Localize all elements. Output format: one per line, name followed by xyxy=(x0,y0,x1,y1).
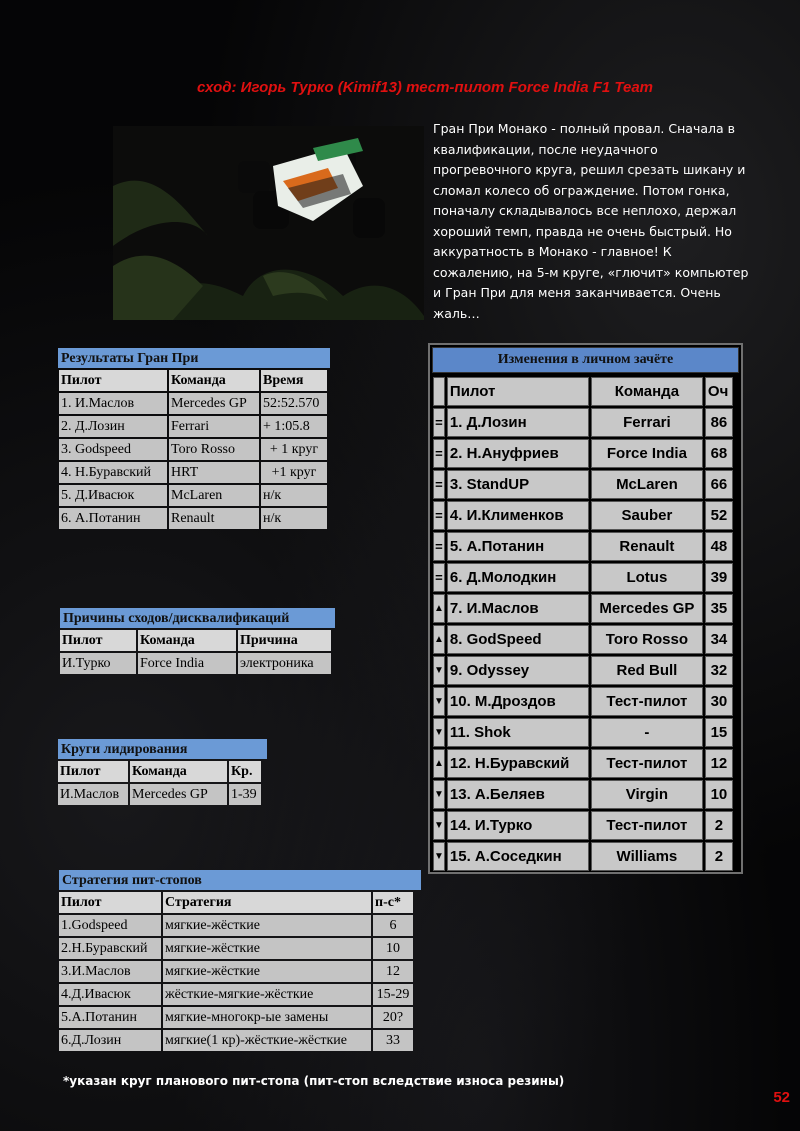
cell-driver: 14. И.Турко xyxy=(447,811,589,840)
position-down-icon: ▼ xyxy=(433,687,445,716)
position-up-icon: ▲ xyxy=(433,749,445,778)
table-cell: HRT xyxy=(169,462,259,483)
table-cell: 1. И.Маслов xyxy=(59,393,167,414)
race-report-text: Гран При Монако - полный провал. Сначала в квалификации, после неудачного прогревочного круга, решил срезать шикану и сломал колесо об ограждение. Потом гонка, поначалу складывалось все неплохо, держал хороший темп, правда не очень быстрый. Но аккуратность в Монако - главное! К сожалению, на 5-м круге, «глючит» компьютер и Гран При для меня заканчивается. Очень жаль… xyxy=(433,121,749,321)
table-cell: Mercedes GP xyxy=(169,393,259,414)
retirements-table xyxy=(58,628,333,676)
cell-driver: 15. А.Соседкин xyxy=(447,842,589,871)
table-cell: + 1 круг xyxy=(261,439,327,460)
cell-pts: 32 xyxy=(705,656,733,685)
position-unchanged-icon: = xyxy=(433,470,445,499)
retirements-header: Причины сходов/дисквалификаций xyxy=(60,608,335,628)
position-up-icon: ▲ xyxy=(433,594,445,623)
table-row xyxy=(433,501,733,530)
cell-pts: 2 xyxy=(705,811,733,840)
cell-driver: 2. Н.Ануфриев xyxy=(447,439,589,468)
cell-driver: 9. Odyssey xyxy=(447,656,589,685)
column-header: Кр. xyxy=(229,761,261,782)
cell-pts: 12 xyxy=(705,749,733,778)
cell-pts: 34 xyxy=(705,625,733,654)
column-header: Команда xyxy=(130,761,227,782)
table-row xyxy=(59,485,327,506)
page-title: сход: Игорь Турко (Kimif13) тест-пилот Force India F1 Team xyxy=(196,79,654,96)
table-row xyxy=(433,625,733,654)
cell-team: Тест-пилот xyxy=(591,811,703,840)
column-header: Пилот xyxy=(58,761,128,782)
table-row xyxy=(433,842,733,871)
table-cell: 52:52.570 xyxy=(261,393,327,414)
position-unchanged-icon: = xyxy=(433,439,445,468)
table-cell: McLaren xyxy=(169,485,259,506)
table-cell: 6 xyxy=(373,915,413,936)
table-cell: мягкие-жёсткие xyxy=(163,938,371,959)
table-row xyxy=(433,563,733,592)
table-cell: 15-29 xyxy=(373,984,413,1005)
column-header: Пилот xyxy=(60,630,136,651)
results-section xyxy=(58,348,330,531)
table-cell: 20? xyxy=(373,1007,413,1028)
table-cell: +1 круг xyxy=(261,462,327,483)
position-down-icon: ▼ xyxy=(433,811,445,840)
table-row xyxy=(59,1030,413,1051)
cell-pts: 52 xyxy=(705,501,733,530)
table-row xyxy=(433,749,733,778)
cell-driver: 12. Н.Буравский xyxy=(447,749,589,778)
cell-pts: 48 xyxy=(705,532,733,561)
table-cell: 10 xyxy=(373,938,413,959)
cell-pts: 86 xyxy=(705,408,733,437)
results-header: Результаты Гран При xyxy=(58,348,330,368)
table-row xyxy=(59,508,327,529)
position-unchanged-icon: = xyxy=(433,501,445,530)
table-row xyxy=(58,784,261,805)
cell-team: Red Bull xyxy=(591,656,703,685)
table-row xyxy=(59,439,327,460)
cell-team: Force India xyxy=(591,439,703,468)
cell-driver: 3. StandUP xyxy=(447,470,589,499)
col-team: Команда xyxy=(169,370,259,391)
cell-team: Virgin xyxy=(591,780,703,809)
table-cell: Toro Rosso xyxy=(169,439,259,460)
col-driver: Пилот xyxy=(447,377,589,406)
table-row xyxy=(433,470,733,499)
cell-pts: 15 xyxy=(705,718,733,747)
retirements-section xyxy=(60,608,335,676)
table-row xyxy=(59,416,327,437)
table-cell: 1-39 xyxy=(229,784,261,805)
cell-pts: 68 xyxy=(705,439,733,468)
cell-team: Тест-пилот xyxy=(591,749,703,778)
column-header: п-с* xyxy=(373,892,413,913)
cell-team: McLaren xyxy=(591,470,703,499)
cell-team: Renault xyxy=(591,532,703,561)
table-cell: мягкие-многокр-ые замены xyxy=(163,1007,371,1028)
table-cell: 3. Godspeed xyxy=(59,439,167,460)
table-row xyxy=(59,938,413,959)
laps-led-header: Круги лидирования xyxy=(58,739,267,759)
table-cell: н/к xyxy=(261,508,327,529)
table-row xyxy=(59,462,327,483)
pitstops-table xyxy=(57,890,415,1053)
table-cell: 4.Д.Ивасюк xyxy=(59,984,161,1005)
cell-pts: 2 xyxy=(705,842,733,871)
footnote: *указан круг планового пит-стопа (пит-стоп вследствие износа резины) xyxy=(63,1074,565,1088)
table-cell: мягкие-жёсткие xyxy=(163,961,371,982)
pitstops-header: Стратегия пит-стопов xyxy=(59,870,421,890)
table-cell: 33 xyxy=(373,1030,413,1051)
cell-team: Williams xyxy=(591,842,703,871)
cell-team: Sauber xyxy=(591,501,703,530)
page-number: 52 xyxy=(773,1089,790,1106)
col-driver: Пилот xyxy=(59,370,167,391)
cell-team: Lotus xyxy=(591,563,703,592)
table-row xyxy=(60,653,331,674)
cell-team: Тест-пилот xyxy=(591,687,703,716)
table-cell: 2. Д.Лозин xyxy=(59,416,167,437)
column-header xyxy=(433,377,445,406)
table-cell: 2.Н.Буравский xyxy=(59,938,161,959)
cell-team: Mercedes GP xyxy=(591,594,703,623)
table-row xyxy=(433,532,733,561)
laps-led-table xyxy=(56,759,263,807)
table-row xyxy=(433,594,733,623)
table-cell: н/к xyxy=(261,485,327,506)
table-cell: 4. Н.Буравский xyxy=(59,462,167,483)
championship-table xyxy=(431,375,735,873)
table-cell: 12 xyxy=(373,961,413,982)
position-down-icon: ▼ xyxy=(433,718,445,747)
race-photo xyxy=(113,126,424,320)
cell-driver: 10. М.Дроздов xyxy=(447,687,589,716)
cell-driver: 1. Д.Лозин xyxy=(447,408,589,437)
cell-pts: 35 xyxy=(705,594,733,623)
column-header: Команда xyxy=(138,630,236,651)
table-row xyxy=(433,718,733,747)
cell-driver: 5. А.Потанин xyxy=(447,532,589,561)
pitstops-section xyxy=(59,870,421,1053)
cell-team: Ferrari xyxy=(591,408,703,437)
column-header: Причина xyxy=(238,630,331,651)
cell-pts: 30 xyxy=(705,687,733,716)
table-row xyxy=(433,780,733,809)
position-down-icon: ▼ xyxy=(433,780,445,809)
f1-car-image xyxy=(113,126,424,320)
cell-driver: 4. И.Клименков xyxy=(447,501,589,530)
table-cell: Renault xyxy=(169,508,259,529)
col-points: Оч xyxy=(705,377,733,406)
table-cell: 5.А.Потанин xyxy=(59,1007,161,1028)
table-cell: 5. Д.Ивасюк xyxy=(59,485,167,506)
table-cell: Force India xyxy=(138,653,236,674)
table-cell: 3.И.Маслов xyxy=(59,961,161,982)
position-unchanged-icon: = xyxy=(433,408,445,437)
position-unchanged-icon: = xyxy=(433,563,445,592)
table-row xyxy=(433,811,733,840)
table-row xyxy=(433,408,733,437)
cell-driver: 13. А.Беляев xyxy=(447,780,589,809)
position-up-icon: ▲ xyxy=(433,625,445,654)
table-row xyxy=(59,1007,413,1028)
cell-driver: 6. Д.Молодкин xyxy=(447,563,589,592)
col-time: Время xyxy=(261,370,327,391)
table-cell: мягкие-жёсткие xyxy=(163,915,371,936)
cell-pts: 39 xyxy=(705,563,733,592)
cell-pts: 10 xyxy=(705,780,733,809)
column-header: Стратегия xyxy=(163,892,371,913)
table-cell: Mercedes GP xyxy=(130,784,227,805)
cell-team: - xyxy=(591,718,703,747)
cell-driver: 7. И.Маслов xyxy=(447,594,589,623)
position-unchanged-icon: = xyxy=(433,532,445,561)
cell-team: Toro Rosso xyxy=(591,625,703,654)
table-cell: электроника xyxy=(238,653,331,674)
cell-pts: 66 xyxy=(705,470,733,499)
table-row xyxy=(59,915,413,936)
table-row xyxy=(59,961,413,982)
position-down-icon: ▼ xyxy=(433,656,445,685)
table-cell: жёсткие-мягкие-жёсткие xyxy=(163,984,371,1005)
table-cell: И.Маслов xyxy=(58,784,128,805)
table-row xyxy=(59,393,327,414)
position-down-icon: ▼ xyxy=(433,842,445,871)
column-header: Пилот xyxy=(59,892,161,913)
table-cell: 1.Godspeed xyxy=(59,915,161,936)
col-team: Команда xyxy=(591,377,703,406)
championship-header: Изменения в личном зачёте xyxy=(432,347,739,373)
table-row xyxy=(433,656,733,685)
laps-led-section xyxy=(58,739,267,807)
results-table xyxy=(57,368,329,531)
table-cell: мягкие(1 кр)-жёсткие-жёсткие xyxy=(163,1030,371,1051)
table-row xyxy=(433,687,733,716)
table-cell: + 1:05.8 xyxy=(261,416,327,437)
championship-standings xyxy=(428,343,743,874)
table-row xyxy=(59,984,413,1005)
table-cell: Ferrari xyxy=(169,416,259,437)
cell-driver: 11. Shok xyxy=(447,718,589,747)
cell-driver: 8. GodSpeed xyxy=(447,625,589,654)
table-cell: И.Турко xyxy=(60,653,136,674)
table-cell: 6.Д.Лозин xyxy=(59,1030,161,1051)
table-cell: 6. А.Потанин xyxy=(59,508,167,529)
table-row xyxy=(433,439,733,468)
